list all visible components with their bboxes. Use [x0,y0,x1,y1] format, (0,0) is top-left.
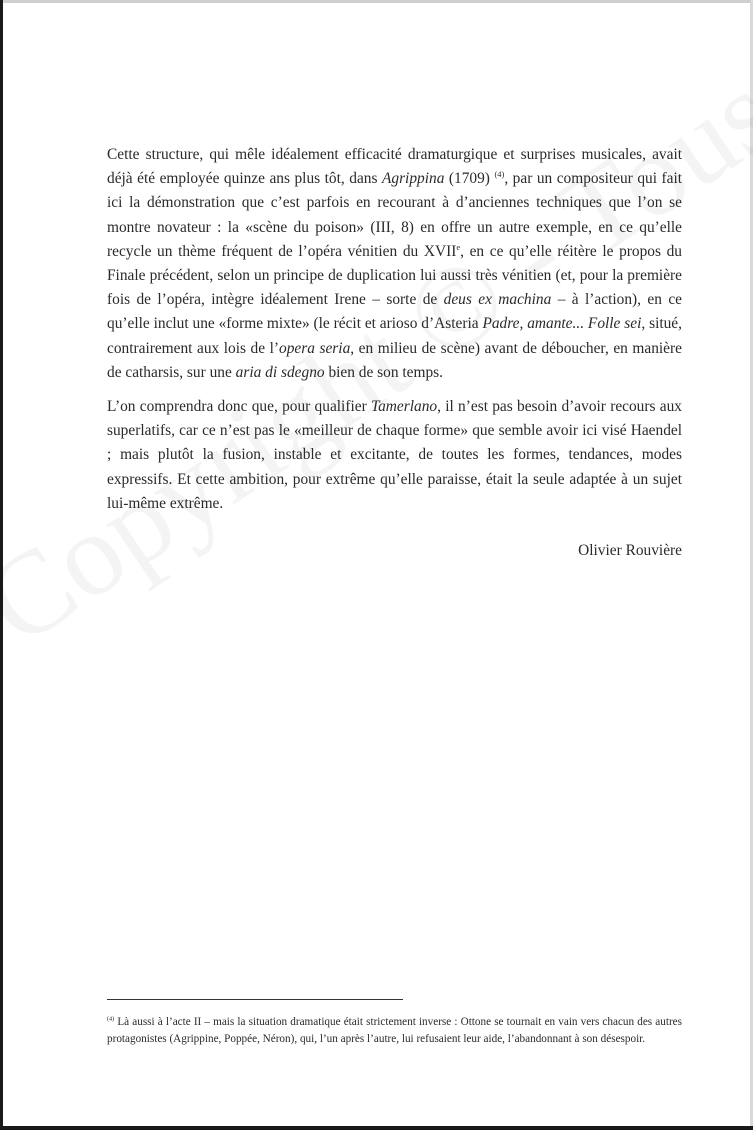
footnote-marker: (4) [107,1016,115,1023]
body-text [107,143,682,516]
text-run: , par un compositeur qui fait ici la démonstration que c’est parfois en recourant à d’anciennes techniques que l’on se montre novateur : la «scène du poison» (III, 8) en offre un autre exemple, en ce qu’elle recycle un thème fréquent de l’opéra vénitien du XVII [107,170,682,260]
italic-term: deus ex machina [443,291,552,309]
paragraph-2 [107,395,682,516]
footnote-separator [107,999,403,1000]
author-signature: Olivier Rouvière [578,542,682,559]
text-run: , il n’est pas besoin d’avoir recours aux superlatifs, car ce n’est pas le «meilleur de chaque forme» que semble avoir ici visé Haendel ; mais plutôt la fusion, instable et excitante, de toutes les formes, tendances, modes expressifs. Et cette ambition, pour extrême qu’elle paraisse, était la seule adaptée à un sujet lui-même extrême. [107,398,682,512]
page-edge-bottom [0,1126,753,1130]
superscript: e [456,241,461,252]
paragraph-1 [107,143,682,385]
text-run: , en ce qu’elle réitère le propos du Finale précédent, selon un principe de duplication lui aussi très vénitien (et, pour la première fois de l’opéra, intègre idéalement Irene – sorte de [107,242,682,309]
text-run: bien de son temps. [324,363,443,381]
italic-term: Tamerlano [370,398,438,416]
italic-term: Padre, amante... Folle sei [482,315,642,333]
text-run: – à l’action), en ce qu’elle inclut une «forme mixte» (le récit et arioso d’Asteria [107,291,682,333]
superscript: (4) [494,169,505,180]
text-run: Cette structure, qui mêle idéalement efficacité dramaturgique et surprises musicales, avait déjà été employée quinze ans plus tôt, dans [107,146,682,188]
italic-term: opera seria [279,339,351,357]
text-run: , en milieu de scène) avant de déboucher, en manière de catharsis, sur une [107,339,682,381]
text-run: L’on comprendra donc que, pour qualifier [107,398,371,416]
italic-term: aria di sdegno [235,363,325,381]
page-edge-left [0,0,3,1130]
footnote-text: Là aussi à l’acte II – mais la situation dramatique était strictement inverse : Ottone se tournait en vain vers chacun des autres protagonistes (Agrippine, Poppée, Néron), qui, l’un après l’autre, lui refusaient leur aide, l’abandonnant à son désespoir. [107,1016,682,1045]
text-run: , situé, contrairement aux lois de l’ [107,315,682,357]
page-edge-top [0,0,753,3]
footnote [107,1014,682,1047]
italic-term: Agrippina [381,170,445,188]
text-run: (1709) [444,170,495,188]
